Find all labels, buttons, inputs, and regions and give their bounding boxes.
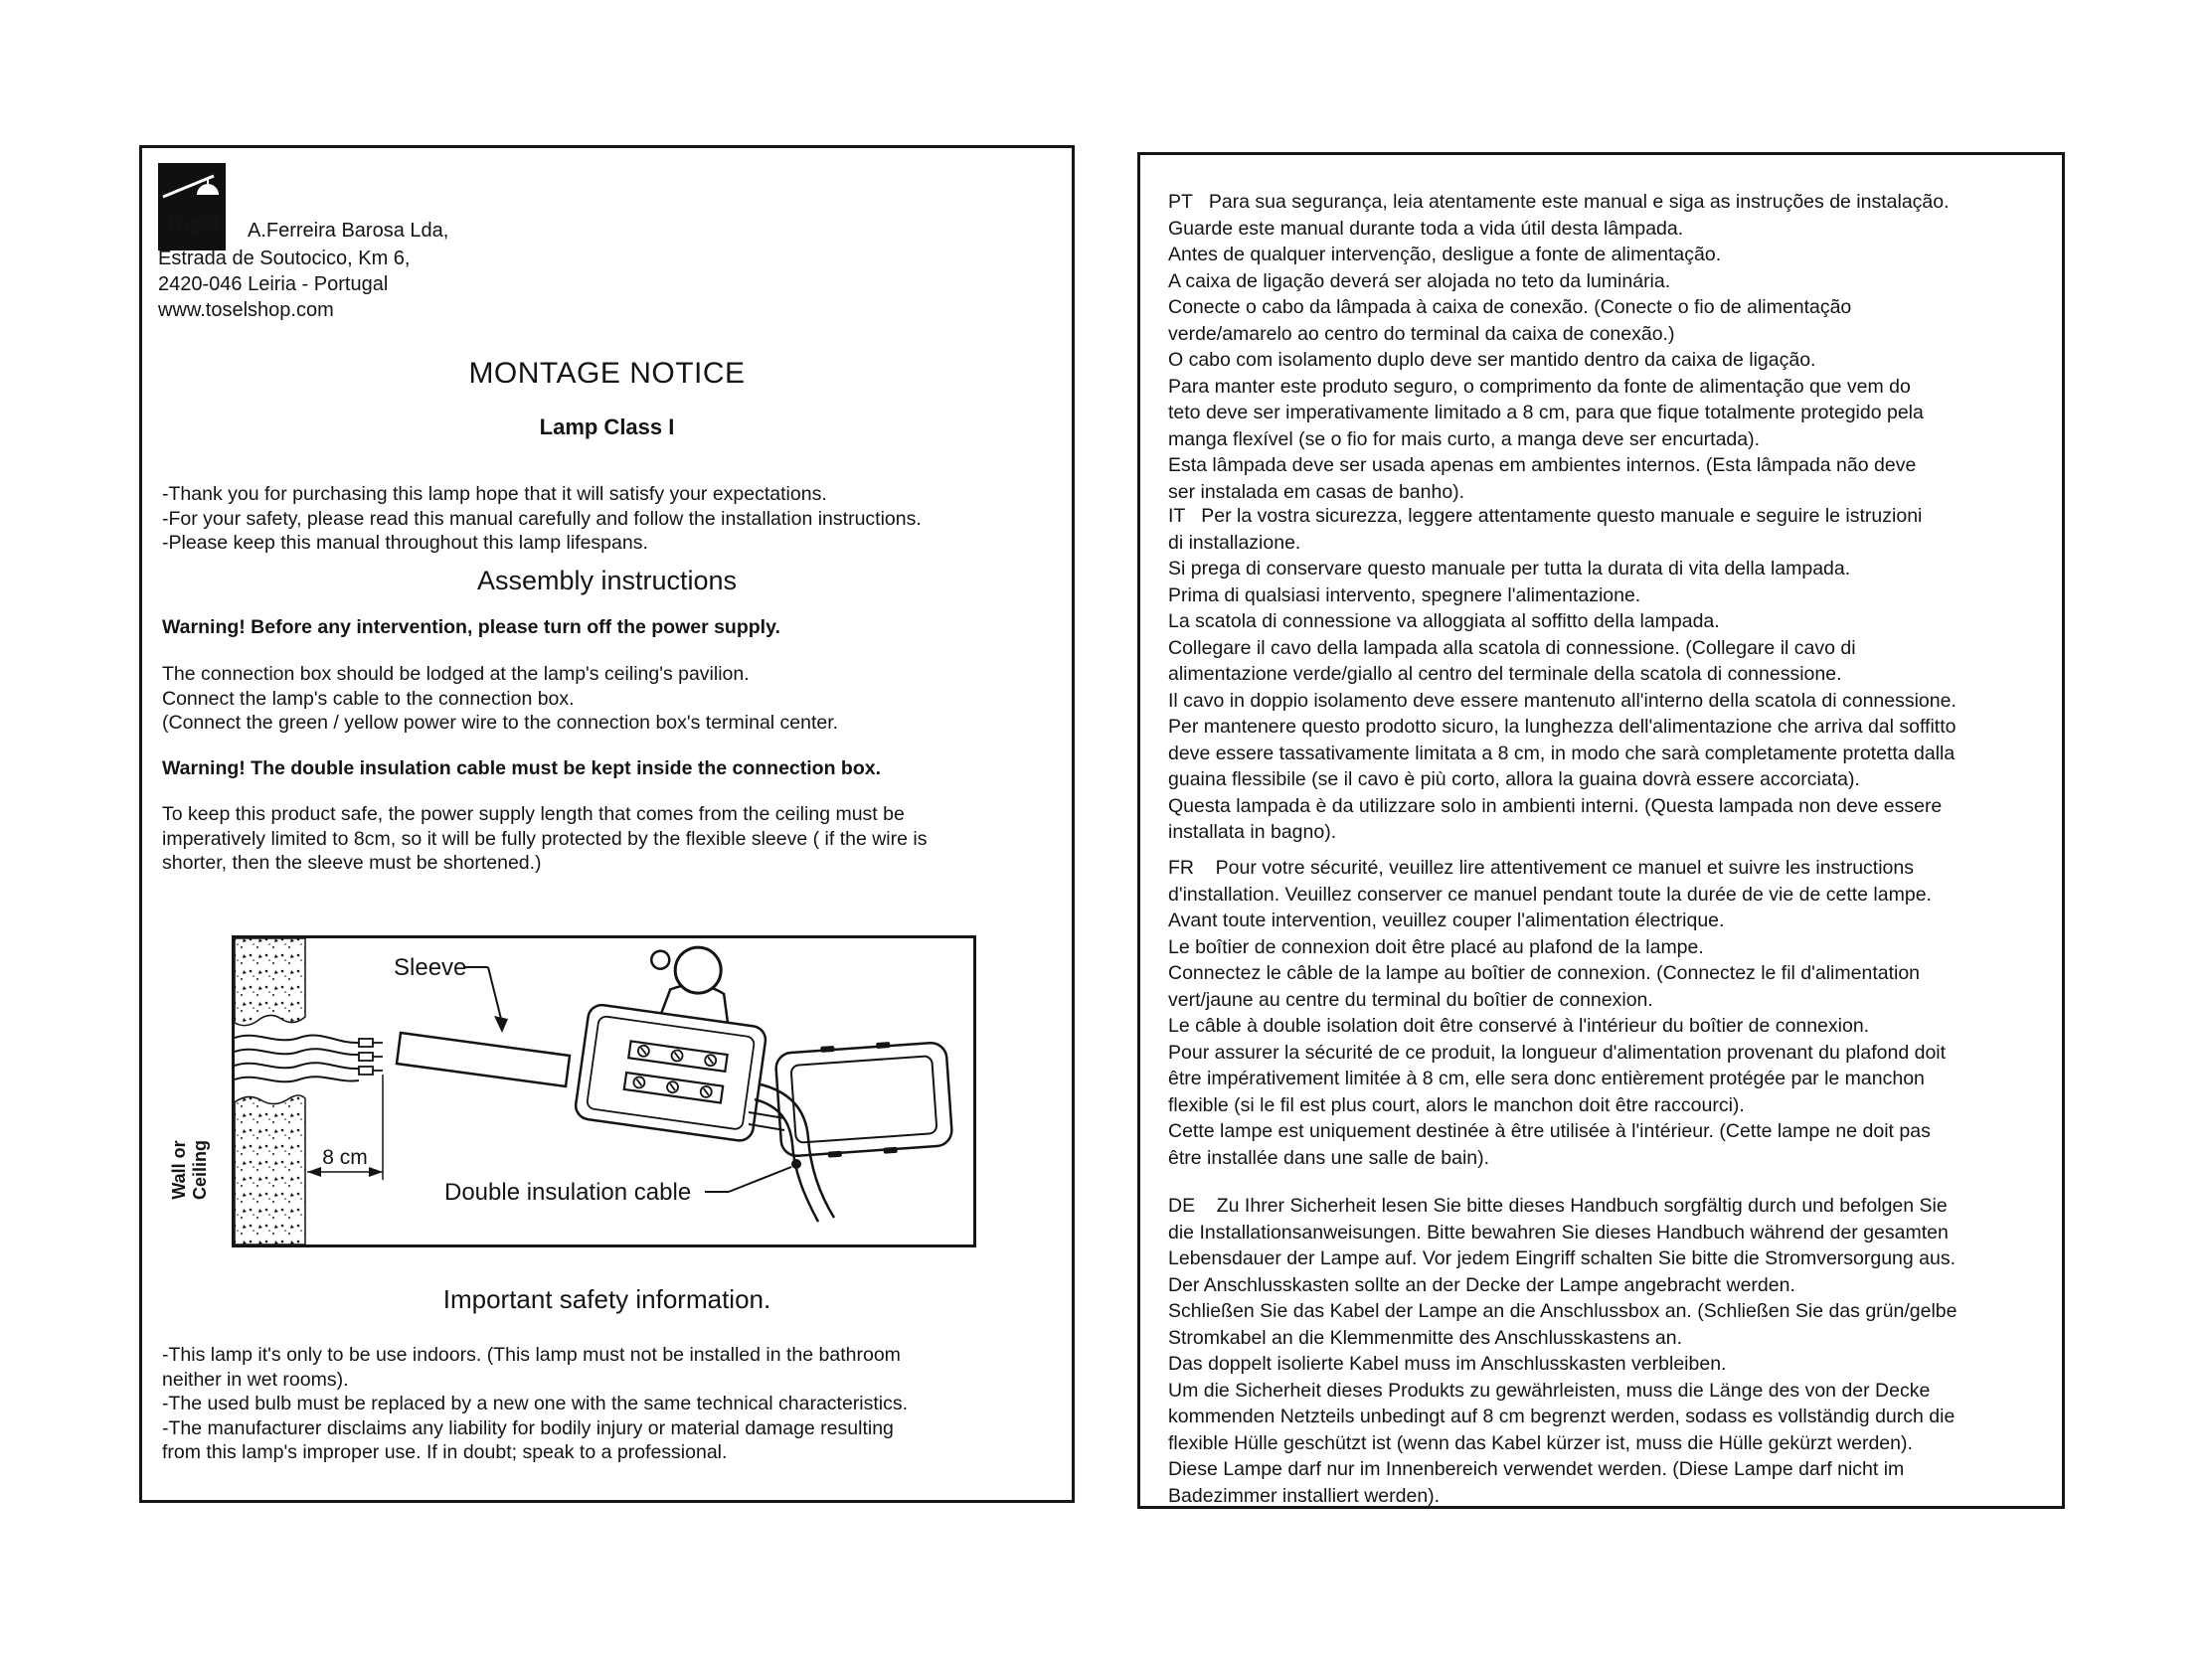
text-line: verde/amarelo ao centro do terminal da caixa de conexão.) (1168, 322, 1675, 345)
installation-diagram (232, 935, 976, 1247)
text-line: flexible (si le fil est plus court, alors le manchon doit être raccourci). (1168, 1093, 1745, 1116)
text-line: Badezimmer installiert werden). (1168, 1484, 1441, 1507)
text-line: di installazione. (1168, 531, 1301, 554)
dimension-label: 8 cm (322, 1146, 368, 1169)
text-line: La scatola di connessione va alloggiata al soffitto della lampada. (1168, 610, 1720, 632)
wall-or-ceiling-label (169, 1095, 213, 1244)
text-line: manga flexível (se o fio for mais curto, a manga deve ser encurtada). (1168, 427, 1761, 450)
text-line: -Please keep this manual throughout this lamp lifespans. (162, 532, 648, 554)
text-line: Esta lâmpada deve ser usada apenas em ambientes internos. (Esta lâmpada não deve (1168, 454, 1917, 476)
text-line: Le boîtier de connexion doit être placé au plafond de la lampe. (1168, 935, 1704, 958)
text-line: Questa lampada è da utilizzare solo in ambienti interni. (Questa lampada non deve essere (1168, 794, 1943, 817)
text-line: Schließen Sie das Kabel der Lampe an die Anschlussbox an. (Schließen Sie das grün/gelbe (1168, 1300, 1957, 1322)
safety-paragraph (162, 1343, 908, 1465)
text-line: vert/jaune au centre du terminal du boîtier de connexion. (1168, 988, 1653, 1011)
text-line: Para manter este produto seguro, o comprimento da fonte de alimentação que vem do (1168, 375, 1911, 398)
text-line: teto deve ser imperativamente limitado a 8 cm, para que fique totalmente protegido pela (1168, 402, 1924, 423)
text-line: imperatively limited to 8cm, so it will be fully protected by the flexible sleeve ( if the wire is (162, 827, 928, 850)
connection-box-cover (774, 1038, 952, 1161)
text-line: FR Pour votre sécurité, veuillez lire attentivement ce manuel et suivre les instructions (1168, 857, 1914, 879)
text-line: -This lamp it's only to be use indoors. (This lamp must not be installed in the bathroom (162, 1344, 901, 1366)
text-line: ser instalada em casas de banho). (1168, 480, 1465, 503)
section-pt (1168, 189, 2052, 505)
text-line: Der Anschlusskasten sollte an der Decke der Lampe angebracht werden. (1168, 1273, 1795, 1296)
company-address (158, 246, 410, 323)
text-line: Il cavo in doppio isolamento deve essere mantenuto all'interno della scatola di connessione. (1168, 689, 1957, 712)
text-line: Le câble à double isolation doit être conservé à l'intérieur du boîtier de connexion. (1168, 1015, 1870, 1037)
text-line: -Thank you for purchasing this lamp hope that it will satisfy your expectations. (162, 483, 827, 505)
lamp-class-subtitle: Lamp Class I (539, 414, 675, 439)
text-line: The connection box should be lodged at the lamp's ceiling's pavilion. (162, 663, 750, 685)
text-line: Connect the lamp's cable to the connection box. (162, 687, 575, 710)
text-line: Stromkabel an die Klemmenmitte des Anschlusskastens an. (1168, 1326, 1683, 1349)
text-line: Guarde este manual durante toda a vida útil desta lâmpada. (1168, 217, 1684, 240)
text-line: Cette lampe est uniquement destinée à être utilisée à l'intérieur. (Cette lampe ne doit pas (1168, 1120, 1931, 1142)
text-line: être impérativement limitée à 8 cm, elle sera donc entièrement protégée par le manchon (1168, 1068, 1925, 1089)
page-title: MONTAGE NOTICE (468, 357, 746, 390)
text-line: Prima di qualsiasi intervento, spegnere l'alimentazione. (1168, 583, 1641, 606)
text-line: Das doppelt isolierte Kabel muss im Anschlusskasten verbleiben. (1168, 1353, 1727, 1375)
text-line: A caixa de ligação deverá ser alojada no teto da luminária. (1168, 269, 1671, 292)
text-line: 2420-046 Leiria - Portugal (158, 273, 389, 295)
text-line: DE Zu Ihrer Sicherheit lesen Sie bitte dieses Handbuch sorgfältig durch und befolgen Sie (1168, 1195, 1948, 1217)
safety-heading: Important safety information. (442, 1284, 771, 1314)
text-line: Avant toute intervention, veuillez couper l'alimentation électrique. (1168, 910, 1725, 931)
text-line: installata in bagno). (1168, 821, 1337, 843)
text-line: Antes de qualquer intervenção, desligue a fonte de alimentação. (1168, 244, 1722, 265)
text-line: Connectez le câble de la lampe au boîtier de connexion. (Connectez le fil d'alimentation (1168, 962, 1921, 984)
text-line: Lebensdauer der Lampe auf. Vor jedem Eingriff schalten Sie bitte die Stromversorgung aus. (1168, 1247, 1957, 1269)
text-line: die Installationsanweisungen. Bitte bewahren Sie dieses Handbuch während der gesamten (1168, 1221, 1949, 1244)
text-line: O cabo com isolamento duplo deve ser mantido dentro da caixa de ligação. (1168, 349, 1816, 371)
text-line: -The used bulb must be replaced by a new one with the same technical characteristics. (162, 1393, 909, 1414)
text-line: Conecte o cabo da lâmpada à caixa de conexão. (Conecte o fio de alimentação (1168, 296, 1852, 318)
sleeve-paragraph (162, 802, 927, 876)
brand-text: Tosel (163, 212, 221, 239)
text-line: être installée dans une salle de bain). (1168, 1146, 1490, 1169)
text-line: kommenden Netzteils unbedingt auf 8 cm begrenzt werden, sodass es vollständig durch die (1168, 1406, 1956, 1427)
text-line: shorter, then the sleeve must be shortened.) (162, 852, 542, 874)
warning-power-supply: Warning! Before any intervention, please turn off the power supply. (162, 616, 780, 638)
text-line: d'installation. Veuillez conserver ce manuel pendant toute la durée de vie de cette lampe. (1168, 883, 1932, 906)
page-left (139, 145, 1075, 1503)
text-line: www.toselshop.com (158, 299, 334, 321)
section-fr (1168, 855, 2052, 1171)
cable-label: Double insulation cable (444, 1179, 692, 1206)
company-name: A.Ferreira Barosa Lda, (248, 220, 449, 242)
text-line: Si prega di conservare questo manuale per tutta la durata di vita della lampada. (1168, 558, 1851, 580)
intro-paragraph (162, 482, 922, 556)
text-line: Um die Sicherheit dieses Produkts zu gewährleisten, muss die Länge des von der Decke (1168, 1379, 1931, 1402)
pendant-lamp-icon (158, 163, 226, 250)
warning-double-insulation: Warning! The double insulation cable must be kept inside the connection box. (162, 757, 882, 779)
connection-box-paragraph (162, 662, 838, 736)
text-line: -The manufacturer disclaims any liability for bodily injury or material damage resulting (162, 1416, 894, 1439)
text-line: PT Para sua segurança, leia atentamente este manual e siga as instruções de instalação. (1168, 191, 1950, 213)
section-de (1168, 1193, 2052, 1509)
text-line: To keep this product safe, the power supply length that comes from the ceiling must be (162, 803, 905, 825)
text-line: Pour assurer la sécurité de ce produit, la longueur d'alimentation provenant du plafond doit (1168, 1041, 1947, 1064)
section-it (1168, 503, 2052, 846)
text-line: alimentazione verde/giallo al centro del terminale della scatola di connessione. (1168, 663, 1842, 685)
page-right (1137, 152, 2065, 1509)
text-line: Estrada de Soutocico, Km 6, (158, 248, 411, 269)
text-line: Wall or (169, 1140, 189, 1200)
tosel-logo (158, 163, 226, 250)
text-line: Ceiling (190, 1140, 210, 1201)
text-line: Collegare il cavo della lampada alla scatola di connessione. (Collegare il cavo di (1168, 636, 1856, 659)
assembly-heading: Assembly instructions (476, 566, 738, 595)
text-line: from this lamp's improper use. If in doubt; speak to a professional. (162, 1441, 728, 1463)
text-line: flexible Hülle geschützt ist (wenn das Kabel kürzer ist, muss die Hülle gekürzt werden). (1168, 1431, 1913, 1454)
text-line: -For your safety, please read this manual carefully and follow the installation instructions. (162, 507, 922, 530)
text-line: guaina flessibile (se il cavo è più corto, allora la guaina dovrà essere accorciata). (1168, 768, 1860, 790)
text-line: IT Per la vostra sicurezza, leggere attentamente questo manuale e seguire le istruzioni (1168, 505, 1923, 527)
text-line: neither in wet rooms). (162, 1368, 349, 1391)
text-line: Per mantenere questo prodotto sicuro, la lunghezza dell'alimentazione che arriva dal soffitto (1168, 716, 1957, 738)
sleeve-label: Sleeve (394, 954, 467, 981)
text-line: deve essere tassativamente limitata a 8 cm, in modo che sarà completamente protetta dalla (1168, 742, 1956, 764)
text-line: (Connect the green / yellow power wire to the connection box's terminal center. (162, 712, 839, 734)
text-line: Diese Lampe darf nur im Innenbereich verwendet werden. (Diese Lampe darf nicht im (1168, 1458, 1905, 1480)
